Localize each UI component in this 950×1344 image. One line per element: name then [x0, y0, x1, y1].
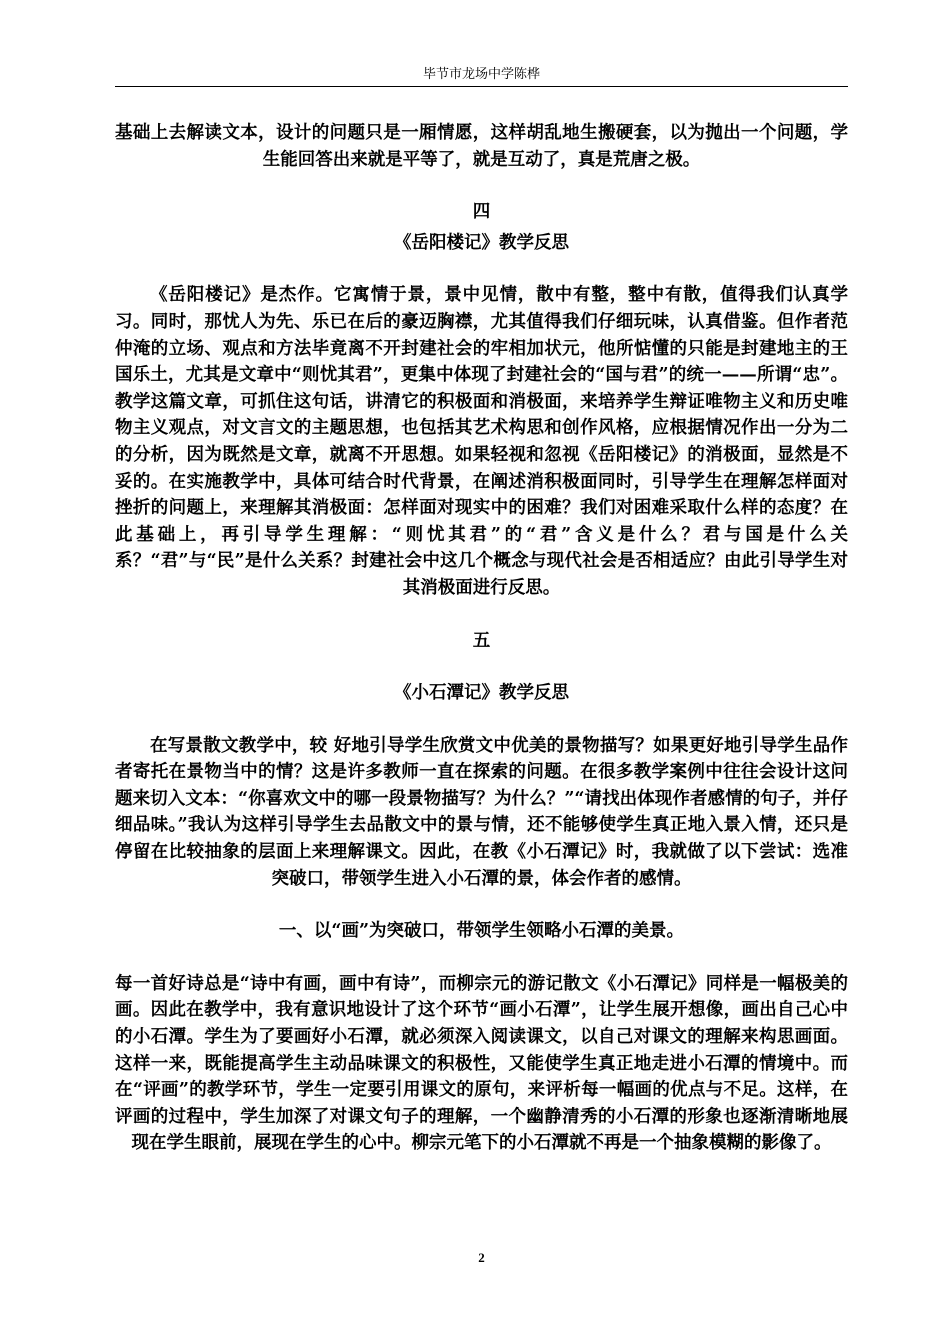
section-4-number: 四: [472, 202, 491, 223]
section-5-title: 《小石潭记》教学反思: [394, 683, 569, 704]
intro-paragraph: 基础上去解读文本，设计的问题只是一厢情愿，这样胡乱地生搬硬套，以为抛出一个问题，学生能回答出来就是平等了，就是互动了，真是荒唐之极。: [115, 123, 848, 170]
section-5-subheading: 一、以“画”为突破口，带领学生领略小石潭的美景。: [278, 921, 685, 942]
section-4-title: 《岳阳楼记》教学反思: [394, 232, 569, 253]
page-number: 2: [478, 1250, 485, 1265]
section-5-paragraph: 在写景散文教学中，较 好地引导学生欣赏文中优美的景物描写？如果更好地引导学生品作者寄托在景物当中的情？这是许多教师一直在探索的问题。在很多教学案例中往往会设计这问题来切入文本：“你喜欢文中的哪一段景物描写？为什么？”“请找出体现作者感情的句子，并仔细品味。”我认为这样引导学生去品散文中的景与情，还不能够使学生真正地入景入情，还只是停留在比较抽象的层面上来理解课文。因此，在教《小石潭记》时，我就做了以下尝试：选准突破口，带领学生进入小石潭的景，体会作者的感情。: [115, 735, 848, 889]
header-divider: [115, 86, 848, 87]
section-5-number: 五: [472, 630, 491, 651]
section-5-paragraph-2: 每一首好诗总是“诗中有画，画中有诗”，而柳宗元的游记散文《小石潭记》同样是一幅极美的画。因此在教学中，我有意识地设计了这个环节“画小石潭”，让学生展开想像，画出自己心中的小石潭。学生为了要画好小石潭，就必须深入阅读课文，以自己对课文的理解来构思画面。这样一来，既能提高学生主动品味课文的积极性，又能使学生真正地走进小石潭的情境中。而在“评画”的教学环节，学生一定要引用课文的原句，来评析每一幅画的优点与不足。这样，在评画的过程中，学生加深了对课文句子的理解，一个幽静清秀的小石潭的形象也逐渐清晰地展现在学生眼前，展现在学生的心中。柳宗元笔下的小石潭就不再是一个抽象模糊的影像了。: [115, 973, 848, 1154]
page-header: 毕节市龙场中学陈桦: [422, 67, 540, 82]
section-4-paragraph: 《岳阳楼记》是杰作。它寓情于景，景中见情，散中有整，整中有散，值得我们认真学习。同时，那忧人为先、乐已在后的豪迈胸襟，尤其值得我们仔细玩味，认真借鉴。但作者范仲淹的立场、观点和方法毕竟离不开封建社会的牢相加状元，他所惦懂的只能是封建地主的王国乐土，尤其是文章中“则忧其君”，更集中体现了封建社会的“国与君”的统一——所谓“忠”。教学这篇文章，可抓住这句话，讲清它的积极面和消极面，来培养学生辩证唯物主义和历史唯物主义观点，对文言文的主题思想，也包括其艺术构思和创作风格，应根据情况作出一分为二的分析，因为既然是文章，就离不开思想。如果轻视和忽视《岳阳楼记》的消极面，显然是不妥的。在实施教学中，具体可结合时代背景，在阐述消积极面同时，引导学生在理解怎样面对挫折的问题上，来理解其消极面：怎样面对现实中的困难？我们对困难采取什么样的态度？在此基础上，再引导学生理解：“则忧其君”的“君”含义是什么？君与国是什么关系？“君”与“民”是什么关系？封建社会中这几个概念与现代社会是否相适应？由此引导学生对其消极面进行反思。: [115, 285, 848, 598]
document-body: [115, 120, 848, 1157]
